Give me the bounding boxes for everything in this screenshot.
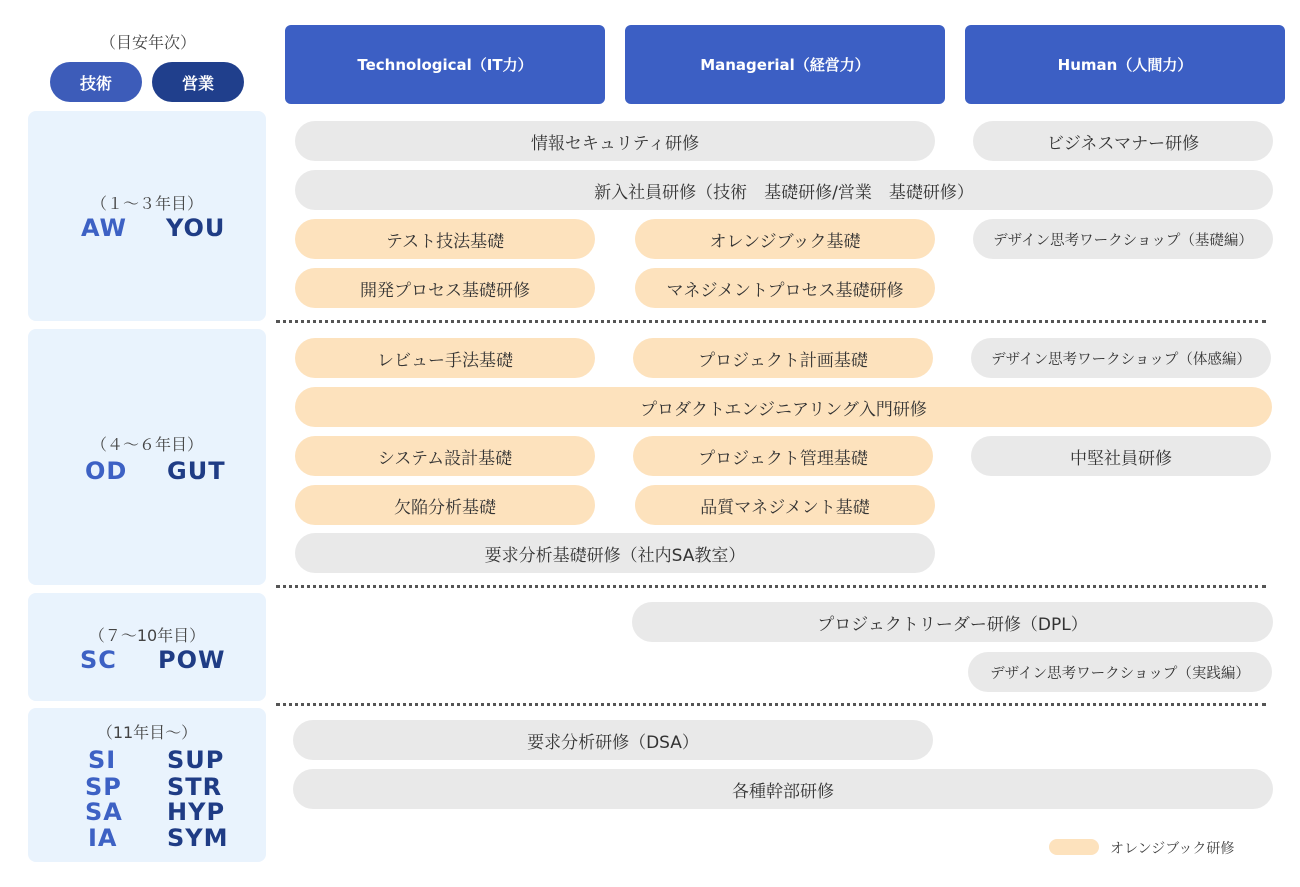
year-panel-7-10: [28, 593, 266, 701]
grade-sales: GUT: [167, 457, 226, 485]
course-dev-process: 開発プロセス基礎研修: [295, 268, 595, 308]
orangebook-legend-swatch: [1049, 839, 1099, 855]
section-divider: [276, 320, 1266, 323]
course-project-management: プロジェクト管理基礎: [633, 436, 933, 476]
year-panel-11-plus: [28, 708, 266, 862]
course-project-leader: プロジェクトリーダー研修（DPL）: [632, 602, 1273, 642]
year-panel-4-6: [28, 329, 266, 585]
year-caption: （７～10年目）: [88, 626, 206, 645]
course-mgmt-process: マネジメントプロセス基礎研修: [635, 268, 935, 308]
course-test-technique: テスト技法基礎: [295, 219, 595, 259]
grade-tech: IA: [88, 824, 118, 852]
grade-sales: STR: [167, 773, 223, 801]
grade-tech: SA: [85, 798, 123, 826]
grade-sales: YOU: [166, 214, 226, 242]
course-design-thinking-basic: デザイン思考ワークショップ（基礎編）: [973, 219, 1273, 259]
course-review-method: レビュー手法基礎: [295, 338, 595, 378]
grade-tech: AW: [81, 214, 127, 242]
course-design-thinking-experience: デザイン思考ワークショップ（体感編）: [971, 338, 1271, 378]
course-design-thinking-practice: デザイン思考ワークショップ（実践編）: [968, 652, 1272, 692]
course-requirements-dsa: 要求分析研修（DSA）: [293, 720, 933, 760]
grade-tech: SP: [85, 773, 122, 801]
course-product-engineering: プロダクトエンジニアリング入門研修: [295, 387, 1272, 427]
course-executive: 各種幹部研修: [293, 769, 1273, 809]
column-header-managerial: Managerial（経営力）: [625, 25, 945, 104]
year-caption: （11年目～）: [96, 723, 198, 742]
year-caption: （１～３年目）: [90, 194, 203, 213]
grade-sales: SUP: [167, 746, 225, 774]
course-mid-level: 中堅社員研修: [971, 436, 1271, 476]
grade-tech: SI: [88, 746, 117, 774]
course-quality-management: 品質マネジメント基礎: [635, 485, 935, 525]
orangebook-legend-label: オレンジブック研修: [1110, 841, 1235, 857]
grade-sales: SYM: [167, 824, 229, 852]
year-panel-1-3: [28, 111, 266, 321]
tech-legend-badge: 技術: [50, 62, 142, 102]
grade-tech: SC: [80, 646, 117, 674]
section-divider: [276, 585, 1266, 588]
section-divider: [276, 703, 1266, 706]
course-business-manners: ビジネスマナー研修: [973, 121, 1273, 161]
grade-tech: OD: [85, 457, 128, 485]
year-guide-caption: （目安年次）: [99, 33, 196, 52]
column-header-technological: Technological（IT力）: [285, 25, 605, 104]
course-new-employee: 新入社員研修（技術 基礎研修/営業 基礎研修）: [295, 170, 1273, 210]
course-system-design: システム設計基礎: [295, 436, 595, 476]
grade-sales: POW: [158, 646, 226, 674]
course-orangebook-basic: オレンジブック基礎: [635, 219, 935, 259]
course-defect-analysis: 欠陥分析基礎: [295, 485, 595, 525]
course-requirements-basic: 要求分析基礎研修（社内SA教室）: [295, 533, 935, 573]
column-header-human: Human（人間力）: [965, 25, 1285, 104]
course-project-planning: プロジェクト計画基礎: [633, 338, 933, 378]
course-info-security: 情報セキュリティ研修: [295, 121, 935, 161]
sales-legend-badge: 営業: [152, 62, 244, 102]
year-caption: （４～６年目）: [90, 435, 203, 454]
grade-sales: HYP: [167, 798, 226, 826]
